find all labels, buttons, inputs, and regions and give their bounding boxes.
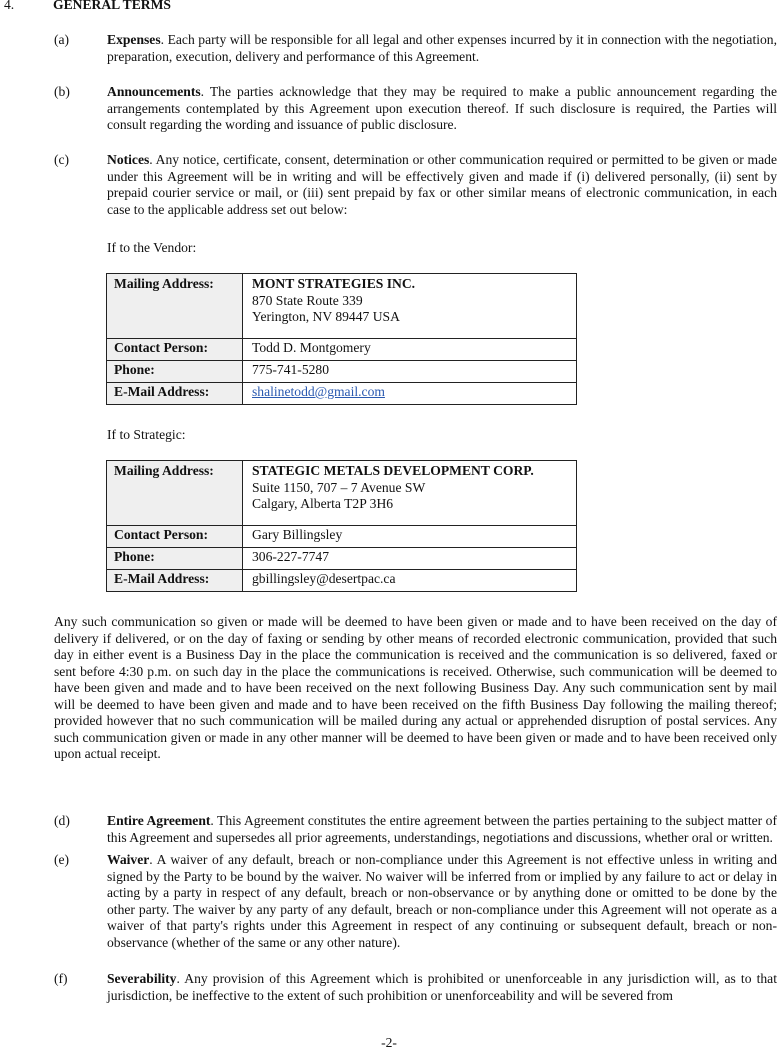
clause-body [107,971,777,1004]
email-label: E-Mail Address: [107,383,243,405]
clause-heading: Announcements [107,84,201,99]
notice-paragraph: Any such communication so given or made will be deemed to have been given or made and to have been received on the day of delivery if delivered, or on the day of faxing or sending by other means of recorded electronic communication, provided that such day in either event is a Business Day in the place the communication is received and the communication is so delivered, faxed or sent before 4:30 p.m. on such day in the place the communications is received. Otherwise, such communication will be deemed to have been given and made and to have been received on the next following Business Day. Any such communication sent by mail will be deemed to have been given and made and to have been received on the fifth Business Day following the mailing thereof; provided however that no such communication will be mailed during any actual or apprehended disruption of postal services. Any such communication given or made in any other manner will be deemed to have been given or made and to have been received only upon actual receipt. [54,614,777,761]
address-line-2: Calgary, Alberta T2P 3H6 [252,496,394,511]
clause-label: (f) [54,971,68,986]
phone-label: Phone: [107,548,243,570]
mailing-address-label: Mailing Address: [107,461,243,526]
table-row [107,361,577,383]
section-heading [0,0,778,14]
clause-body [107,84,777,134]
contact-person-value: Todd D. Montgomery [243,339,577,361]
email-link[interactable]: shalinetodd@gmail.com [252,384,385,399]
mailing-address-label: Mailing Address: [107,274,243,339]
page-number: -2- [381,1035,397,1050]
company-name: STATEGIC METALS DEVELOPMENT CORP. [252,463,534,478]
clause-heading: Notices [107,152,150,167]
clause-text: . Any provision of this Agreement which is prohibited or unenforceable in any jurisdiction will, as to that jurisdiction, be ineffective to the extent of such prohibition or unenforceability and will be severed from [107,971,777,1003]
clause-heading: Severability [107,971,177,986]
table-row [107,526,577,548]
clause-body [107,852,777,951]
section-title: GENERAL TERMS [53,0,171,12]
clause-text: . Any notice, certificate, consent, determination or other communication required or permitted to be given or made under this Agreement will be in writing and will be effectively given and made if (i) delivered personally, (ii) sent by prepaid courier service or mail, or (iii) sent prepaid by fax or other similar means of electronic communication, in each case to the applicable address set out below: [107,152,777,217]
table-row [107,339,577,361]
contact-person-label: Contact Person: [107,526,243,548]
clause-label: (d) [54,813,70,828]
contact-person-value: Gary Billingsley [243,526,577,548]
clause-body [107,813,777,846]
address-line-1: Suite 1150, 707 – 7 Avenue SW [252,479,426,495]
email-label: E-Mail Address: [107,570,243,592]
phone-value: 306-227-7747 [243,548,577,570]
table-row [107,461,577,526]
clause-text: . Each party will be responsible for all legal and other expenses incurred by it in connection with the negotiation, preparation, execution, delivery and performance of this Agreement. [107,32,777,64]
address-line-2: Yerington, NV 89447 USA [252,309,400,324]
email-value-cell [243,383,577,405]
vendor-address-table [106,273,577,405]
strategic-address-table [106,460,577,592]
address-line-1: 870 State Route 339 [252,292,363,308]
clause-text: . A waiver of any default, breach or non-compliance under this Agreement is not effective unless in writing and signed by the Party to be bound by the waiver. No waiver will be inferred from or implied by any failure to act or delay in acting by a party in respect of any default, breach or non-observance or by anything done or omitted to be done by the other party. The waiver by any party of any default, breach or non-compliance under this Agreement will not operate as a waiver of that party's rights under this Agreement in respect of any continuing or subsequent default, breach or non-observance (whether of the same or any other nature). [107,852,777,950]
clause-text: . This Agreement constitutes the entire agreement between the parties pertaining to the subject matter of this Agreement and supersedes all prior agreements, understandings, negotiations and discussions, whether oral or written. [107,813,777,845]
mailing-address-value [243,461,577,526]
contact-person-label: Contact Person: [107,339,243,361]
table-row [107,383,577,405]
company-name: MONT STRATEGIES INC. [252,276,416,291]
clause-body [107,32,777,65]
email-value: gbillingsley@desertpac.ca [243,570,577,592]
clause-text: . The parties acknowledge that they may be required to make a public announcement regarding the arrangements contemplated by this Agreement upon execution thereof. If such disclosure is required, the Parties will consult regarding the wording and issuance of public disclosure. [107,84,777,132]
clause-body [107,152,777,218]
table-row [107,570,577,592]
vendor-intro: If to the Vendor: [107,240,197,255]
table-row [107,274,577,339]
strategic-intro: If to Strategic: [107,427,186,442]
mailing-address-value [243,274,577,339]
clause-label: (c) [54,152,70,167]
clause-label: (a) [54,32,70,47]
clause-heading: Waiver [107,852,150,867]
phone-label: Phone: [107,361,243,383]
clause-label: (b) [54,84,70,99]
section-number: 4. [4,0,15,12]
clause-heading: Entire Agreement [107,813,211,828]
clause-heading: Expenses [107,32,161,47]
clause-label: (e) [54,852,70,867]
table-row [107,548,577,570]
phone-value: 775-741-5280 [243,361,577,383]
